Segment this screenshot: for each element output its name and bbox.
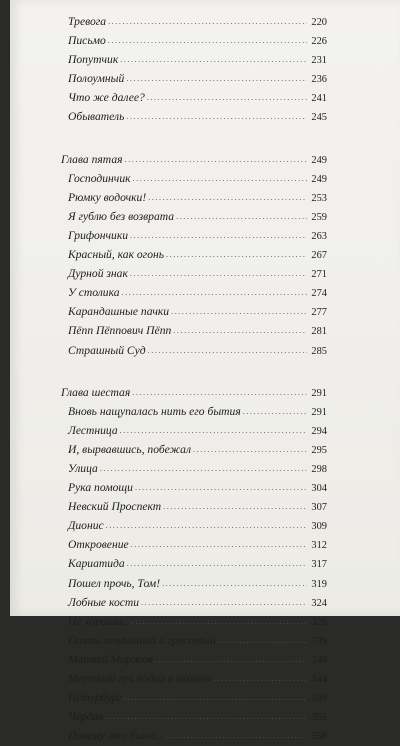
toc-entry-page: 245 <box>311 112 327 124</box>
toc-entry-title: И, вырвавшись, побежал <box>68 442 192 456</box>
toc-entry-title: Кариатида <box>68 557 125 571</box>
toc-entry-title: У столика <box>68 286 120 300</box>
toc-leader-dots <box>106 516 307 535</box>
toc-entry-title: Красный, как огонь <box>68 248 165 262</box>
toc-entry-page: 226 <box>311 36 327 48</box>
toc-entry-title: Не хорошо... <box>68 614 130 628</box>
toc-entry <box>61 535 327 554</box>
toc-leader-dots <box>214 669 307 688</box>
chapter-title: Глава пятая <box>61 152 123 166</box>
toc-entry-title: Пошел прочь, Том! <box>68 576 161 590</box>
toc-entry <box>61 478 327 497</box>
toc-entry-title: Мертвый луч падал в окошко <box>68 672 212 685</box>
toc-entry-title: Письмо <box>68 34 106 48</box>
toc-entry-page: 324 <box>311 597 327 609</box>
toc-entry <box>61 402 327 421</box>
toc-entry-title: Матвей Моржов <box>68 652 153 666</box>
toc-leader-dots <box>163 497 307 516</box>
toc-entry-page: 241 <box>311 93 327 105</box>
toc-entry-page: 259 <box>311 211 327 223</box>
toc-leader-dots <box>100 459 307 478</box>
toc-entry <box>61 612 327 631</box>
toc-leader-dots <box>125 150 307 169</box>
toc-entry <box>61 302 327 321</box>
toc-leader-dots <box>127 554 307 573</box>
toc-entry <box>61 341 327 360</box>
toc-leader-dots <box>132 612 307 631</box>
toc-entry-page: 349 <box>311 693 327 705</box>
table-of-contents <box>61 12 327 745</box>
toc-entry <box>61 169 327 188</box>
toc-entry-title: Рука помощи <box>68 481 133 495</box>
toc-entry-page: 344 <box>311 674 327 685</box>
toc-leader-dots <box>176 207 307 226</box>
toc-entry-title: Откровение <box>68 538 129 552</box>
toc-entry-page: 309 <box>311 521 327 533</box>
toc-leader-dots <box>135 478 307 497</box>
toc-entry-page: 294 <box>311 425 327 437</box>
toc-entry <box>61 226 327 245</box>
toc-entry-page: 317 <box>311 559 327 571</box>
toc-entry <box>61 107 327 126</box>
toc-entry-page: 277 <box>311 307 327 319</box>
toc-leader-dots <box>120 421 307 440</box>
toc-entry <box>61 31 327 50</box>
toc-entry <box>61 554 327 573</box>
toc-leader-dots <box>108 12 307 31</box>
toc-entry-title: Страшный Суд <box>68 343 146 357</box>
toc-entry-page: 236 <box>311 74 327 86</box>
toc-entry-title: Лестница <box>68 423 118 437</box>
toc-leader-dots <box>166 245 307 264</box>
toc-entry <box>61 631 327 650</box>
toc-entry-title: Попутчик <box>68 53 119 67</box>
toc-entry-title: Вновь нащупалась нить его бытия <box>68 404 241 418</box>
chapter-page: 291 <box>311 387 327 399</box>
chapter-page: 249 <box>311 154 327 166</box>
toc-leader-dots <box>126 69 307 88</box>
toc-entry <box>61 707 327 726</box>
toc-entry-title: Что же далее? <box>68 91 145 105</box>
toc-entry-title: Карандашные пачки <box>68 305 170 319</box>
toc-leader-dots <box>147 88 307 107</box>
toc-entry-page: 267 <box>311 250 327 262</box>
toc-entry <box>61 283 327 302</box>
toc-entry-page: 319 <box>311 578 327 590</box>
toc-leader-dots <box>133 169 307 188</box>
toc-entry-title: Грифончики <box>68 228 129 242</box>
toc-leader-dots <box>126 107 307 126</box>
toc-entry-title: Чердак <box>68 710 104 724</box>
toc-entry-page: 263 <box>311 230 327 242</box>
toc-entry <box>61 188 327 207</box>
toc-entry <box>61 12 327 31</box>
toc-entry-page: 220 <box>311 17 327 28</box>
toc-entry <box>61 69 327 88</box>
toc-entry <box>61 245 327 264</box>
section-gap <box>61 127 327 150</box>
toc-leader-dots <box>106 707 307 726</box>
toc-leader-dots <box>148 188 307 207</box>
chapter-title: Глава шестая <box>61 385 131 399</box>
toc-entry-page: 291 <box>311 406 327 418</box>
toc-entry <box>61 497 327 516</box>
book-page <box>10 0 400 743</box>
toc-leader-dots <box>173 321 307 340</box>
toc-leader-dots <box>131 535 307 554</box>
toc-chapter-heading <box>61 150 327 169</box>
toc-entry-page: 340 <box>311 654 327 666</box>
toc-leader-dots <box>108 31 307 50</box>
toc-leader-dots <box>148 341 307 360</box>
toc-entry-page: 328 <box>311 616 327 628</box>
toc-leader-dots <box>124 688 307 707</box>
toc-entry <box>61 50 327 69</box>
toc-leader-dots <box>193 440 307 459</box>
toc-entry-page: 274 <box>311 288 327 300</box>
toc-leader-dots <box>130 264 307 283</box>
toc-entry <box>61 516 327 535</box>
toc-entry-page: 339 <box>311 635 327 647</box>
toc-entry-title: Дурной знак <box>68 267 128 281</box>
toc-leader-dots <box>141 593 307 612</box>
toc-entry-page: 307 <box>311 502 327 514</box>
toc-leader-dots <box>155 650 307 669</box>
toc-leader-dots <box>132 383 307 402</box>
toc-entry-title: Тревога <box>68 15 107 28</box>
toc-entry <box>61 688 327 707</box>
toc-entry-title: Рюмку водочки! <box>68 190 147 204</box>
toc-entry-title: Я гублю без возврата <box>68 209 175 223</box>
toc-entry-page: 295 <box>311 444 327 456</box>
toc-leader-dots <box>218 631 307 650</box>
toc-entry-title: Дионис <box>68 519 104 533</box>
toc-entry <box>61 669 327 688</box>
toc-entry <box>61 88 327 107</box>
toc-entry <box>61 264 327 283</box>
toc-entry-page: 285 <box>311 345 327 357</box>
toc-entry <box>61 459 327 478</box>
toc-entry <box>61 421 327 440</box>
toc-entry-page: 358 <box>311 731 327 743</box>
toc-entry-title: Невский Проспект <box>68 500 162 514</box>
toc-leader-dots <box>243 402 307 421</box>
toc-entry-title: Пёпп Пёппович Пёпп <box>68 324 172 338</box>
toc-leader-dots <box>130 226 307 245</box>
toc-entry-title: Опять печальный и грустный <box>68 633 216 647</box>
toc-entry-page: 281 <box>311 326 327 338</box>
toc-leader-dots <box>171 302 307 321</box>
toc-entry-title: Лобные кости <box>68 595 140 609</box>
toc-entry <box>61 574 327 593</box>
toc-entry-title: Почему это было... <box>68 729 164 743</box>
toc-entry <box>61 726 327 745</box>
toc-chapter-heading <box>61 383 327 402</box>
toc-entry-page: 355 <box>311 712 327 724</box>
toc-entry-page: 312 <box>311 540 327 552</box>
toc-entry <box>61 440 327 459</box>
toc-entry-title: Господинчик <box>68 171 131 185</box>
toc-entry <box>61 321 327 340</box>
toc-leader-dots <box>162 574 307 593</box>
toc-leader-dots <box>120 50 307 69</box>
toc-entry <box>61 593 327 612</box>
toc-entry-title: Улица <box>68 461 98 475</box>
toc-entry-page: 271 <box>311 269 327 281</box>
toc-entry-page: 249 <box>311 173 327 185</box>
toc-entry <box>61 207 327 226</box>
toc-entry-page: 253 <box>311 192 327 204</box>
toc-entry-page: 298 <box>311 463 327 475</box>
toc-leader-dots <box>122 283 307 302</box>
toc-leader-dots <box>165 726 307 745</box>
toc-entry-page: 231 <box>311 55 327 67</box>
toc-entry <box>61 650 327 669</box>
toc-entry-title: Обыватель <box>68 110 125 124</box>
toc-entry-page: 304 <box>311 483 327 495</box>
section-gap <box>61 360 327 383</box>
toc-entry-title: Полоумный <box>68 72 125 86</box>
toc-entry-title: Петербург <box>68 691 122 705</box>
